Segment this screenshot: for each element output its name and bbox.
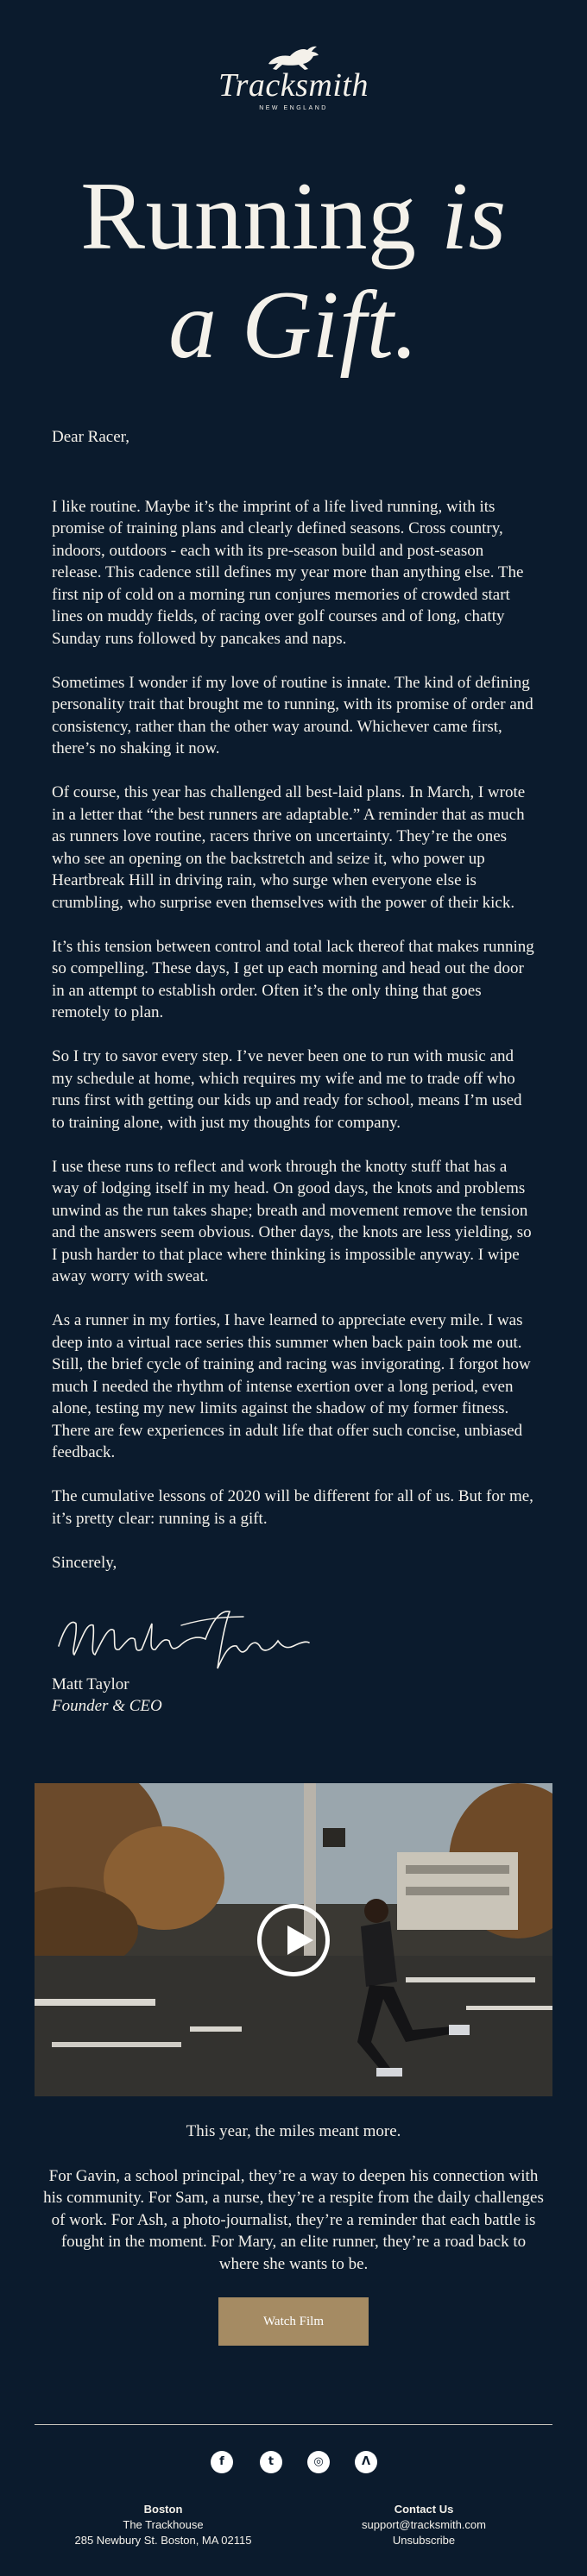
headline-is: is bbox=[441, 163, 507, 270]
footer-divider bbox=[35, 2424, 552, 2425]
footer-location-heading: Boston bbox=[143, 2503, 183, 2516]
headline-a-gift: a Gift. bbox=[168, 272, 419, 379]
film-section bbox=[43, 2120, 544, 2275]
page-headline bbox=[0, 162, 587, 380]
signer-block bbox=[52, 1674, 162, 1717]
letter-paragraph: So I try to savor every step. I’ve never been one to run with music and my schedule at home, which requires my wife and me to trade off who runs first with getting our kids up and ready for school, means I’m used to training alone, with just my thoughts for company. bbox=[52, 1047, 522, 1132]
letter-paragraph: Of course, this year has challenged all best-laid plans. In March, I wrote in a letter that “the best runners are adaptable.” A reminder that as much as runners love routine, racers thrive on uncertainty. They’re the ones who see an opening on the backstretch and seize it, who power up Heartbreak Hill in driving rain, who surge when everyone else is crumbling, who surprise even themselves with the power of their kick. bbox=[52, 783, 526, 912]
watch-film-button[interactable]: Watch Film bbox=[218, 2297, 369, 2346]
footer-contact-heading: Contact Us bbox=[394, 2503, 454, 2516]
handwritten-signature bbox=[52, 1586, 311, 1681]
play-icon[interactable] bbox=[257, 1904, 330, 1976]
film-lead: This year, the miles meant more. bbox=[186, 2122, 401, 2140]
headline-running: Running bbox=[80, 163, 442, 270]
strava-icon[interactable]: Λ bbox=[355, 2451, 377, 2473]
signer-name: Matt Taylor bbox=[52, 1675, 129, 1693]
footer-address: 285 Newbury St. Boston, MA 02115 bbox=[74, 2534, 252, 2547]
signer-role: Founder & CEO bbox=[52, 1697, 162, 1715]
letter-paragraph: I use these runs to reflect and work through the knotty stuff that has a way of lodging itself in my head. On good days, the knots and problems unwind as the run takes shape; breath and movement remove the tension and the answers seem obvious. Other days, the knots are less yielding, so I push harder to that place where thinking is impossible anyway. I wipe away worry with sweat. bbox=[52, 1157, 532, 1285]
letter-paragraph: It’s this tension between control and total lack thereof that makes running so compelling. These days, I get up each morning and head out the door in an attempt to establish order. Often it’s the only thing that goes remotely to plan. bbox=[52, 937, 534, 1021]
brand-subline: NEW ENGLAND bbox=[259, 105, 328, 111]
letter-greeting: Dear Racer, bbox=[52, 428, 129, 446]
instagram-icon[interactable]: ◎ bbox=[307, 2451, 330, 2473]
footer-contact bbox=[303, 2502, 545, 2548]
footer-location bbox=[42, 2502, 284, 2548]
brand-logo[interactable] bbox=[0, 43, 587, 111]
brand-wordmark: Tracksmith bbox=[218, 67, 369, 104]
unsubscribe-link[interactable]: Unsubscribe bbox=[392, 2534, 456, 2547]
letter-paragraph: I like routine. Maybe it’s the imprint of a life lived running, with its promise of training plans and clearly defined seasons. Cross country, indoors, outdoors - each with its pre-season build and post-season release. This cadence still defines my year more than anything else. The first nip of cold on a morning run conjures memories of crowded start lines on muddy fields, of racing over golf courses and of long, chatty Sunday runs followed by pancakes and naps. bbox=[52, 497, 524, 648]
letter-paragraph: The cumulative lessons of 2020 will be different for all of us. But for me, it’s pretty clear: running is a gift. bbox=[52, 1487, 533, 1528]
twitter-icon[interactable]: t bbox=[260, 2451, 282, 2473]
letter-paragraph: As a runner in my forties, I have learned to appreciate every mile. I was deep into a virtual race series this summer when back pain took me out. Still, the brief cycle of training and racing was invigorating. I forgot how much I needed the rhythm of intense exertion over a long period, even alone, testing my new limits against the shadow of my former fitness. There are few experiences in adult life that offer such concise, unbiased feedback. bbox=[52, 1311, 531, 1461]
support-email-link[interactable]: support@tracksmith.com bbox=[362, 2518, 486, 2531]
footer-store-name: The Trackhouse bbox=[123, 2518, 204, 2531]
facebook-icon[interactable]: f bbox=[211, 2451, 233, 2473]
film-video-thumbnail[interactable] bbox=[35, 1783, 552, 2096]
letter-paragraph: Sometimes I wonder if my love of routine is innate. The kind of defining personality trait that brought me to running, with its promise of order and consistency, rather than the other way around. Whichever came first, there’s no shaking it now. bbox=[52, 673, 533, 757]
film-body: For Gavin, a school principal, they’re a way to deepen his connection with his community. For Sam, a nurse, they’re a respite from the daily challenges of work. For Ash, a photo-journalist, they’re a reminder that each battle is fought in the moment. For Mary, an elite runner, they’re a road back to where she wants to be. bbox=[43, 2166, 544, 2273]
letter-signoff: Sincerely, bbox=[52, 1553, 117, 1572]
letter-body bbox=[52, 426, 537, 1596]
